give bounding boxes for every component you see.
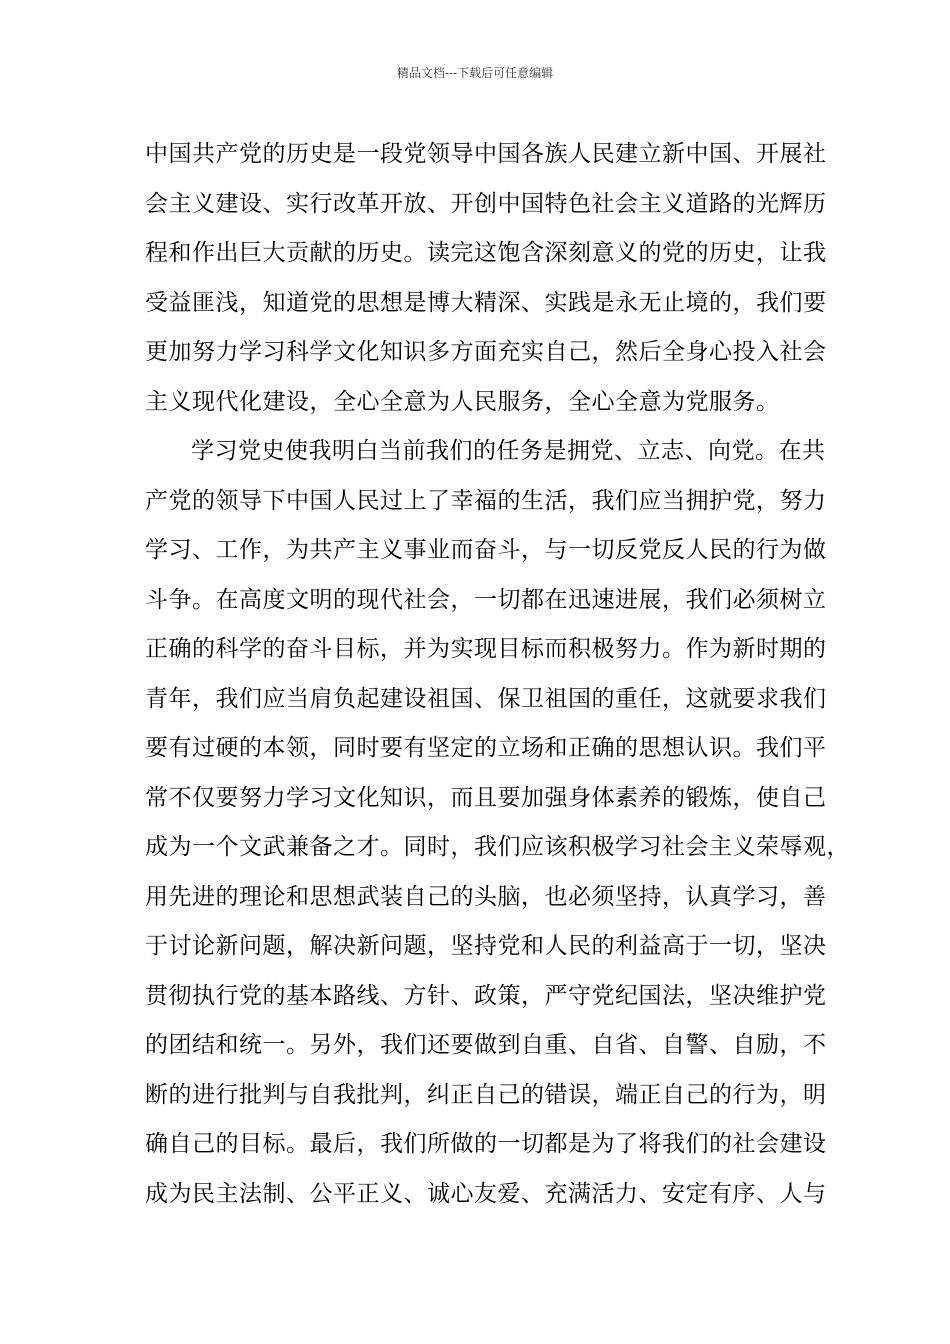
paragraph-2-line-14: 断的进行批判与自我批判，纠正自己的错误，端正自己的行为，明 [145, 1081, 827, 1108]
paragraph-2-line-5: 正确的科学的奋斗目标，并为实现目标而积极努力。作为新时期的 [145, 636, 827, 662]
paragraph-2-line-8: 常不仅要努力学习文化知识，而且要加强身体素养的锻炼，使自己 [145, 784, 827, 811]
paragraph-1-line-5: 更加努力学习科学文化知识多方面充实自己，然后全身心投入社会 [145, 339, 827, 365]
paragraph-1-line-4: 受益匪浅，知道党的思想是博大精深、实践是永无止境的，我们要 [145, 289, 827, 316]
paragraph-2-line-6: 青年，我们应当肩负起建设祖国、保卫祖国的重任，这就要求我们 [145, 685, 827, 712]
paragraph-1-line-2: 会主义建设、实行改革开放、开创中国特色社会主义道路的光辉历 [145, 190, 827, 217]
paragraph-2-line-2: 产党的领导下中国人民过上了幸福的生活，我们应当拥护党，努力 [145, 487, 827, 514]
paragraph-1-line-1: 中国共产党的历史是一段党领导中国各族人民建立新中国、开展社 [145, 141, 827, 167]
paragraph-2-line-15: 确自己的目标。最后，我们所做的一切都是为了将我们的社会建设 [145, 1131, 827, 1157]
paragraph-2-line-13: 的团结和统一。另外，我们还要做到自重、自省、自警、自励，不 [145, 1032, 827, 1058]
paragraph-2-line-12: 贯彻执行党的基本路线、方针、政策，严守党纪国法，坚决维护党 [145, 982, 827, 1009]
document-body [145, 130, 850, 1219]
paragraph-2-line-16: 成为民主法制、公平正义、诚心友爱、充满活力、安定有序、人与 [145, 1180, 827, 1207]
page-header: 精品文档---下载后可任意编辑 [396, 66, 554, 80]
paragraph-2-line-9: 成为一个文武兼备之才。同时，我们应该积极学习社会主义荣辱观， [145, 834, 850, 860]
paragraph-2-line-3: 学习、工作，为共产主义事业而奋斗，与一切反党反人民的行为做 [145, 537, 827, 563]
paragraph-1-line-6: 主义现代化建设，全心全意为人民服务，全心全意为党服务。 [145, 388, 780, 415]
paragraph-2-line-7: 要有过硬的本领，同时要有坚定的立场和正确的思想认识。我们平 [145, 735, 827, 761]
paragraph-2-line-1: 学习党史使我明白当前我们的任务是拥党、立志、向党。在共 [191, 438, 826, 464]
paragraph-2-line-4: 斗争。在高度文明的现代社会，一切都在迅速进展，我们必须树立 [145, 586, 827, 613]
paragraph-2-line-11: 于讨论新问题，解决新问题，坚持党和人民的利益高于一切，坚决 [145, 933, 827, 959]
paragraph-1-line-3: 程和作出巨大贡献的历史。读完这饱含深刻意义的党的历史，让我 [145, 240, 827, 266]
paragraph-2-line-10: 用先进的理论和思想武装自己的头脑，也必须坚持，认真学习，善 [145, 883, 827, 910]
